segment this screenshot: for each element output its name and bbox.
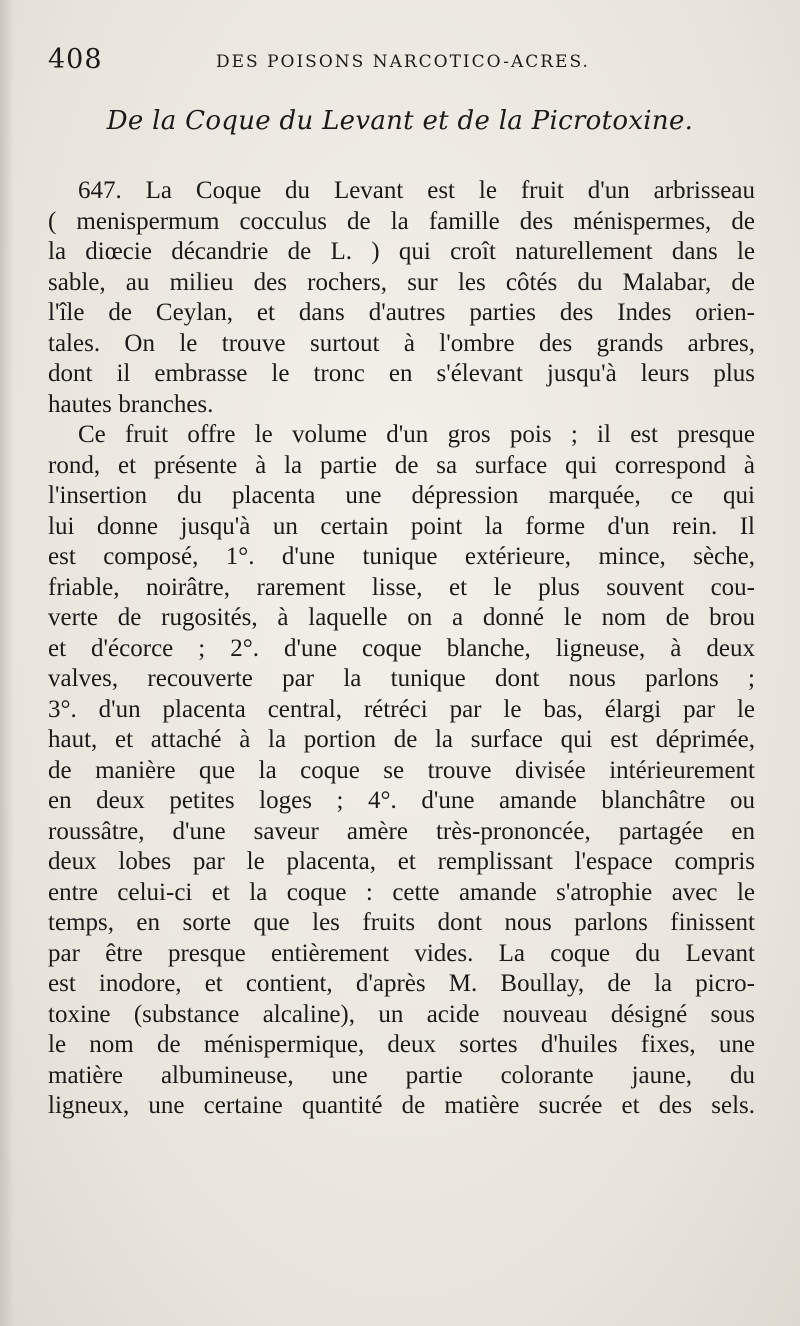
- text-line: par être presque entièrement vides. La coque du Levant: [48, 939, 755, 967]
- section-title: De la Coque du Levant et de la Picrotoxine.: [106, 106, 694, 136]
- text-line: tales. On le trouve surtout à l'ombre des grands arbres,: [48, 329, 755, 357]
- text-line: friable, noirâtre, rarement lisse, et le plus souvent cou-: [48, 573, 755, 601]
- text-line: 647. La Coque du Levant est le fruit d'un arbrisseau: [78, 177, 755, 204]
- page-number: 408: [48, 44, 103, 75]
- text-line: ( menispermum cocculus de la famille des ménispermes, de: [48, 207, 755, 235]
- text-line: deux lobes par le placenta, et remplissant l'espace compris: [48, 848, 755, 875]
- text-line: ligneux, une certaine quantité de matière sucrée et des sels.: [48, 1092, 755, 1119]
- text-line: roussâtre, d'une saveur amère très-prononcée, partagée en: [48, 817, 755, 845]
- text-line: en deux petites loges ; 4°. d'une amande blanchâtre ou: [48, 787, 755, 814]
- text-line: temps, en sorte que les fruits dont nous parlons finissent: [48, 909, 755, 936]
- paragraph-647: [48, 176, 755, 420]
- text-line: l'insertion du placenta une dépression marquée, ce qui: [48, 482, 755, 509]
- text-line: l'île de Ceylan, et dans d'autres parties des Indes orien-: [48, 299, 755, 326]
- body-text: [48, 176, 755, 1122]
- text-line: lui donne jusqu'à un certain point la forme d'un rein. Il: [48, 512, 755, 540]
- text-line: rond, et présente à la partie de sa surface qui correspond à: [48, 451, 755, 479]
- text-line: 3°. d'un placenta central, rétréci par le bas, élargi par le: [48, 695, 755, 723]
- text-line: est inodore, et contient, d'après M. Boullay, de la picro-: [48, 970, 755, 997]
- text-line: Ce fruit offre le volume d'un gros pois ; il est presque: [78, 421, 755, 448]
- text-line: valves, recouverte par la tunique dont nous parlons ;: [48, 665, 755, 692]
- text-line: est composé, 1°. d'une tunique extérieure, mince, sèche,: [48, 543, 755, 570]
- text-line: toxine (substance alcaline), un acide nouveau désigné sous: [48, 1000, 755, 1028]
- text-line: hautes branches.: [48, 390, 214, 418]
- text-line: dont il embrasse le tronc en s'élevant jusqu'à leurs plus: [48, 360, 755, 387]
- text-line: le nom de ménispermique, deux sortes d'huiles fixes, une: [48, 1031, 755, 1058]
- text-line: sable, au milieu des rochers, sur les côtés du Malabar, de: [48, 268, 755, 296]
- text-line: matière albumineuse, une partie colorante jaune, du: [48, 1061, 755, 1089]
- text-line: la diœcie décandrie de L. ) qui croît naturellement dans le: [48, 238, 755, 265]
- running-head: DES POISONS NARCOTICO-ACRES.: [216, 52, 590, 72]
- text-line: de manière que la coque se trouve divisée intérieurement: [48, 756, 755, 784]
- text-line: verte de rugosités, à laquelle on a donné le nom de brou: [48, 604, 755, 631]
- text-line: haut, et attaché à la portion de la surface qui est déprimée,: [48, 726, 755, 753]
- page-header: [48, 44, 758, 84]
- paragraph-fruit-description: [48, 420, 755, 1122]
- text-line: et d'écorce ; 2°. d'une coque blanche, ligneuse, à deux: [48, 634, 755, 662]
- text-line: entre celui-ci et la coque : cette amande s'atrophie avec le: [48, 878, 755, 906]
